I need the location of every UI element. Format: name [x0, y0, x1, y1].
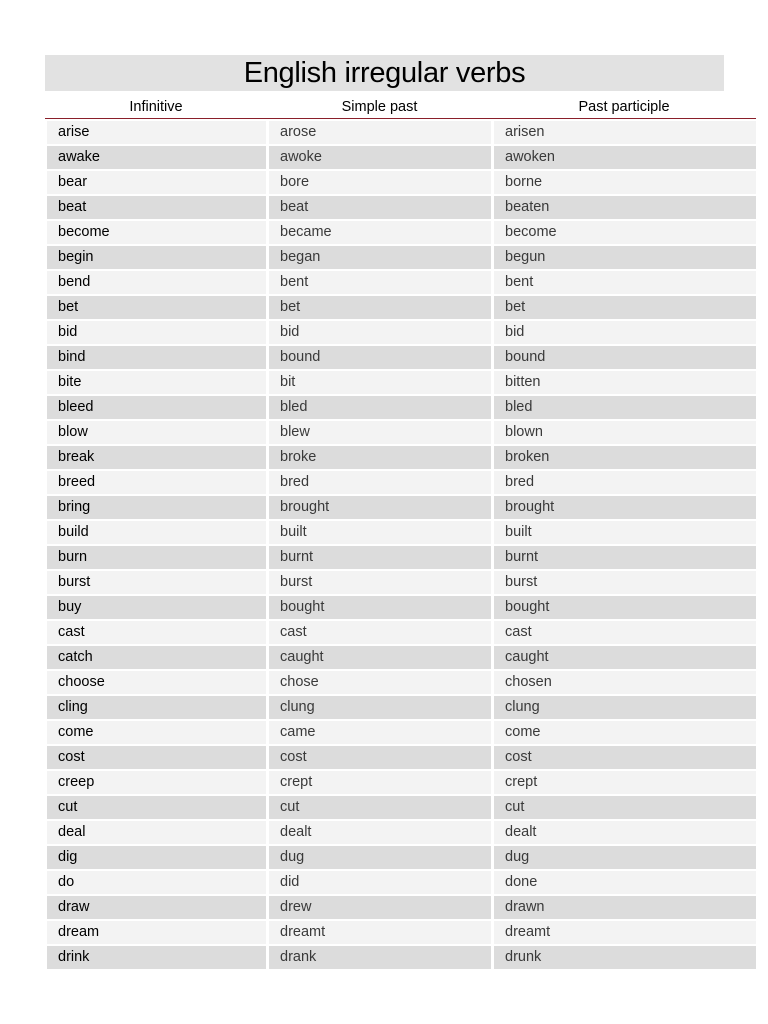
- cell-infinitive: come: [47, 721, 266, 744]
- cell-infinitive: cling: [47, 696, 266, 719]
- cell-past-participle: bitten: [494, 371, 756, 394]
- cell-simple-past: dug: [269, 846, 491, 869]
- cell-simple-past: awoke: [269, 146, 491, 169]
- cell-past-participle: become: [494, 221, 756, 244]
- cell-past-participle: bred: [494, 471, 756, 494]
- cell-simple-past: bred: [269, 471, 491, 494]
- header-past-participle: Past participle: [578, 99, 670, 115]
- cell-infinitive: choose: [47, 671, 266, 694]
- cell-simple-past: brought: [269, 496, 491, 519]
- cell-simple-past: burst: [269, 571, 491, 594]
- table-row: [47, 221, 756, 246]
- cell-infinitive: dream: [47, 921, 266, 944]
- cell-infinitive: burn: [47, 546, 266, 569]
- table-row: [47, 671, 756, 696]
- cell-infinitive: break: [47, 446, 266, 469]
- table-row: [47, 546, 756, 571]
- table-row: [47, 146, 756, 171]
- cell-simple-past: came: [269, 721, 491, 744]
- table-row: [47, 646, 756, 671]
- cell-past-participle: bet: [494, 296, 756, 319]
- cell-infinitive: bind: [47, 346, 266, 369]
- cell-past-participle: burnt: [494, 546, 756, 569]
- cell-simple-past: cost: [269, 746, 491, 769]
- cell-infinitive: burst: [47, 571, 266, 594]
- cell-infinitive: bet: [47, 296, 266, 319]
- cell-simple-past: began: [269, 246, 491, 269]
- cell-simple-past: drank: [269, 946, 491, 969]
- cell-simple-past: did: [269, 871, 491, 894]
- cell-past-participle: begun: [494, 246, 756, 269]
- cell-infinitive: cost: [47, 746, 266, 769]
- cell-simple-past: bet: [269, 296, 491, 319]
- table-row: [47, 396, 756, 421]
- table-row: [47, 121, 756, 146]
- cell-past-participle: burst: [494, 571, 756, 594]
- table-row: [47, 771, 756, 796]
- cell-simple-past: crept: [269, 771, 491, 794]
- table-row: [47, 196, 756, 221]
- cell-infinitive: buy: [47, 596, 266, 619]
- cell-infinitive: cast: [47, 621, 266, 644]
- cell-past-participle: come: [494, 721, 756, 744]
- cell-past-participle: cut: [494, 796, 756, 819]
- cell-infinitive: bleed: [47, 396, 266, 419]
- cell-infinitive: arise: [47, 121, 266, 144]
- cell-simple-past: dreamt: [269, 921, 491, 944]
- cell-simple-past: bit: [269, 371, 491, 394]
- cell-infinitive: bid: [47, 321, 266, 344]
- cell-simple-past: built: [269, 521, 491, 544]
- cell-simple-past: cut: [269, 796, 491, 819]
- cell-past-participle: awoken: [494, 146, 756, 169]
- cell-past-participle: brought: [494, 496, 756, 519]
- header-simple-past: Simple past: [341, 99, 418, 115]
- cell-past-participle: borne: [494, 171, 756, 194]
- table-row: [47, 321, 756, 346]
- cell-past-participle: dreamt: [494, 921, 756, 944]
- cell-infinitive: blow: [47, 421, 266, 444]
- cell-simple-past: bled: [269, 396, 491, 419]
- cell-simple-past: chose: [269, 671, 491, 694]
- table-row: [47, 371, 756, 396]
- cell-infinitive: bite: [47, 371, 266, 394]
- table-row: [47, 421, 756, 446]
- cell-past-participle: clung: [494, 696, 756, 719]
- cell-past-participle: crept: [494, 771, 756, 794]
- cell-infinitive: catch: [47, 646, 266, 669]
- cell-simple-past: burnt: [269, 546, 491, 569]
- cell-past-participle: bought: [494, 596, 756, 619]
- cell-infinitive: build: [47, 521, 266, 544]
- table-row: [47, 346, 756, 371]
- table-row: [47, 596, 756, 621]
- cell-simple-past: beat: [269, 196, 491, 219]
- table-row: [47, 871, 756, 896]
- cell-infinitive: breed: [47, 471, 266, 494]
- title-bar: [45, 55, 724, 91]
- cell-past-participle: built: [494, 521, 756, 544]
- cell-past-participle: arisen: [494, 121, 756, 144]
- table-header: [45, 96, 756, 119]
- cell-infinitive: awake: [47, 146, 266, 169]
- cell-simple-past: became: [269, 221, 491, 244]
- cell-infinitive: cut: [47, 796, 266, 819]
- table-row: [47, 246, 756, 271]
- cell-past-participle: broken: [494, 446, 756, 469]
- cell-past-participle: bid: [494, 321, 756, 344]
- cell-past-participle: blown: [494, 421, 756, 444]
- cell-simple-past: dealt: [269, 821, 491, 844]
- table-row: [47, 271, 756, 296]
- cell-past-participle: bent: [494, 271, 756, 294]
- cell-infinitive: deal: [47, 821, 266, 844]
- cell-simple-past: drew: [269, 896, 491, 919]
- cell-past-participle: caught: [494, 646, 756, 669]
- cell-past-participle: cost: [494, 746, 756, 769]
- cell-infinitive: begin: [47, 246, 266, 269]
- cell-infinitive: bring: [47, 496, 266, 519]
- cell-simple-past: bent: [269, 271, 491, 294]
- cell-past-participle: done: [494, 871, 756, 894]
- cell-simple-past: clung: [269, 696, 491, 719]
- table-row: [47, 696, 756, 721]
- cell-past-participle: beaten: [494, 196, 756, 219]
- cell-simple-past: bought: [269, 596, 491, 619]
- table-row: [47, 571, 756, 596]
- table-row: [47, 296, 756, 321]
- cell-infinitive: draw: [47, 896, 266, 919]
- cell-simple-past: arose: [269, 121, 491, 144]
- header-infinitive: Infinitive: [129, 99, 183, 115]
- cell-simple-past: broke: [269, 446, 491, 469]
- cell-past-participle: chosen: [494, 671, 756, 694]
- table-row: [47, 496, 756, 521]
- cell-past-participle: cast: [494, 621, 756, 644]
- table-row: [47, 896, 756, 921]
- table-row: [47, 946, 756, 971]
- table-row: [47, 846, 756, 871]
- cell-infinitive: do: [47, 871, 266, 894]
- table-row: [47, 446, 756, 471]
- cell-past-participle: drawn: [494, 896, 756, 919]
- cell-past-participle: bled: [494, 396, 756, 419]
- cell-past-participle: dug: [494, 846, 756, 869]
- table-row: [47, 821, 756, 846]
- table-row: [47, 796, 756, 821]
- table-row: [47, 171, 756, 196]
- page-title: English irregular verbs: [243, 57, 526, 89]
- table-row: [47, 746, 756, 771]
- cell-past-participle: dealt: [494, 821, 756, 844]
- table-row: [47, 721, 756, 746]
- cell-past-participle: bound: [494, 346, 756, 369]
- cell-simple-past: cast: [269, 621, 491, 644]
- cell-infinitive: bend: [47, 271, 266, 294]
- cell-simple-past: blew: [269, 421, 491, 444]
- cell-infinitive: dig: [47, 846, 266, 869]
- table-row: [47, 921, 756, 946]
- cell-simple-past: bound: [269, 346, 491, 369]
- cell-simple-past: bore: [269, 171, 491, 194]
- table-row: [47, 521, 756, 546]
- verb-table: [47, 121, 756, 971]
- cell-infinitive: drink: [47, 946, 266, 969]
- cell-infinitive: beat: [47, 196, 266, 219]
- cell-past-participle: drunk: [494, 946, 756, 969]
- cell-infinitive: bear: [47, 171, 266, 194]
- table-row: [47, 471, 756, 496]
- cell-infinitive: become: [47, 221, 266, 244]
- cell-simple-past: caught: [269, 646, 491, 669]
- cell-simple-past: bid: [269, 321, 491, 344]
- cell-infinitive: creep: [47, 771, 266, 794]
- table-row: [47, 621, 756, 646]
